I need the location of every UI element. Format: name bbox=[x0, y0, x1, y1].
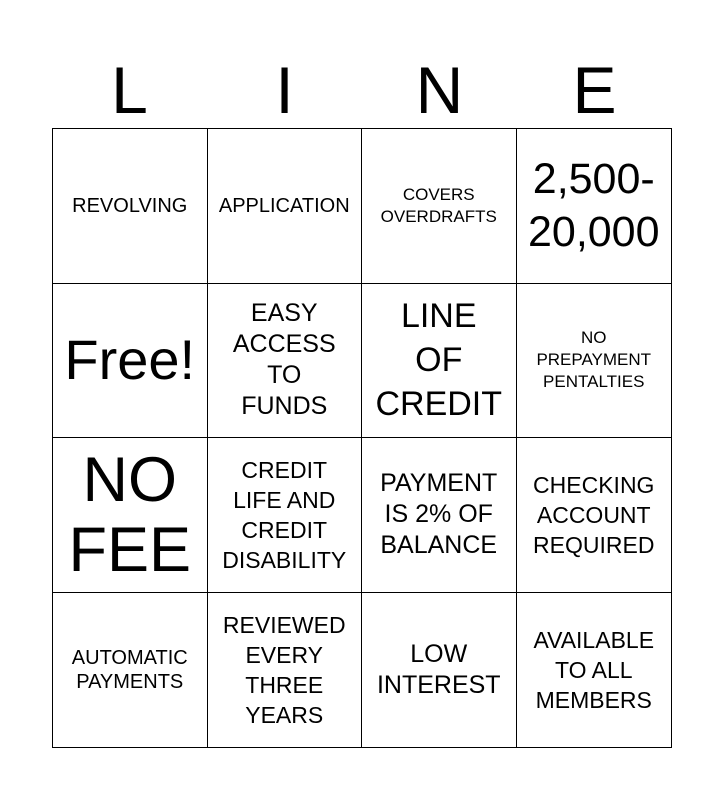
cell-text: CREDIT LIFE AND CREDIT DISABILITY bbox=[222, 456, 347, 573]
bingo-cell-r1c3[interactable] bbox=[362, 129, 517, 284]
bingo-title bbox=[52, 52, 672, 128]
bingo-cell-r4c2[interactable] bbox=[208, 593, 363, 748]
bingo-cell-r1c4[interactable] bbox=[517, 129, 672, 284]
cell-text: LINE OF CREDIT bbox=[375, 297, 503, 424]
cell-text: EASY ACCESS TO FUNDS bbox=[232, 299, 336, 421]
bingo-cell-r4c3[interactable] bbox=[362, 593, 517, 748]
bingo-cell-r3c4[interactable] bbox=[517, 438, 672, 593]
bingo-cell-r1c1[interactable] bbox=[53, 129, 208, 284]
cell-text: Free! bbox=[64, 328, 196, 392]
bingo-cell-r2c1[interactable] bbox=[53, 284, 208, 439]
bingo-board bbox=[52, 128, 672, 748]
title-letter-n: N bbox=[415, 53, 464, 127]
title-letter-l: L bbox=[111, 53, 148, 127]
bingo-cell-r4c1[interactable] bbox=[53, 593, 208, 748]
cell-text: NO PREPAYMENT PENTALTIES bbox=[536, 328, 652, 392]
cell-text: CHECKING ACCOUNT REQUIRED bbox=[533, 471, 655, 558]
cell-text: COVERS OVERDRAFTS bbox=[380, 184, 497, 226]
cell-text: 2,500- 20,000 bbox=[527, 154, 660, 256]
cell-text: APPLICATION bbox=[218, 194, 350, 217]
bingo-cell-r2c2[interactable] bbox=[208, 284, 363, 439]
bingo-cell-r3c1[interactable] bbox=[53, 438, 208, 593]
cell-text: NO FEE bbox=[68, 444, 192, 585]
bingo-cell-r3c3[interactable] bbox=[362, 438, 517, 593]
bingo-cell-r2c4[interactable] bbox=[517, 284, 672, 439]
cell-text: REVOLVING bbox=[72, 194, 188, 217]
cell-text: AVAILABLE TO ALL MEMBERS bbox=[533, 626, 655, 713]
cell-text: LOW INTEREST bbox=[376, 639, 501, 699]
bingo-cell-r2c3[interactable] bbox=[362, 284, 517, 439]
cell-text: PAYMENT IS 2% OF BALANCE bbox=[380, 469, 498, 560]
cell-text: REVIEWED EVERY THREE YEARS bbox=[222, 611, 346, 728]
bingo-cell-r3c2[interactable] bbox=[208, 438, 363, 593]
title-letter-i: I bbox=[275, 53, 294, 127]
bingo-cell-r1c2[interactable] bbox=[208, 129, 363, 284]
title-letter-e: E bbox=[572, 53, 617, 127]
bingo-cell-r4c4[interactable] bbox=[517, 593, 672, 748]
cell-text: AUTOMATIC PAYMENTS bbox=[71, 646, 188, 693]
